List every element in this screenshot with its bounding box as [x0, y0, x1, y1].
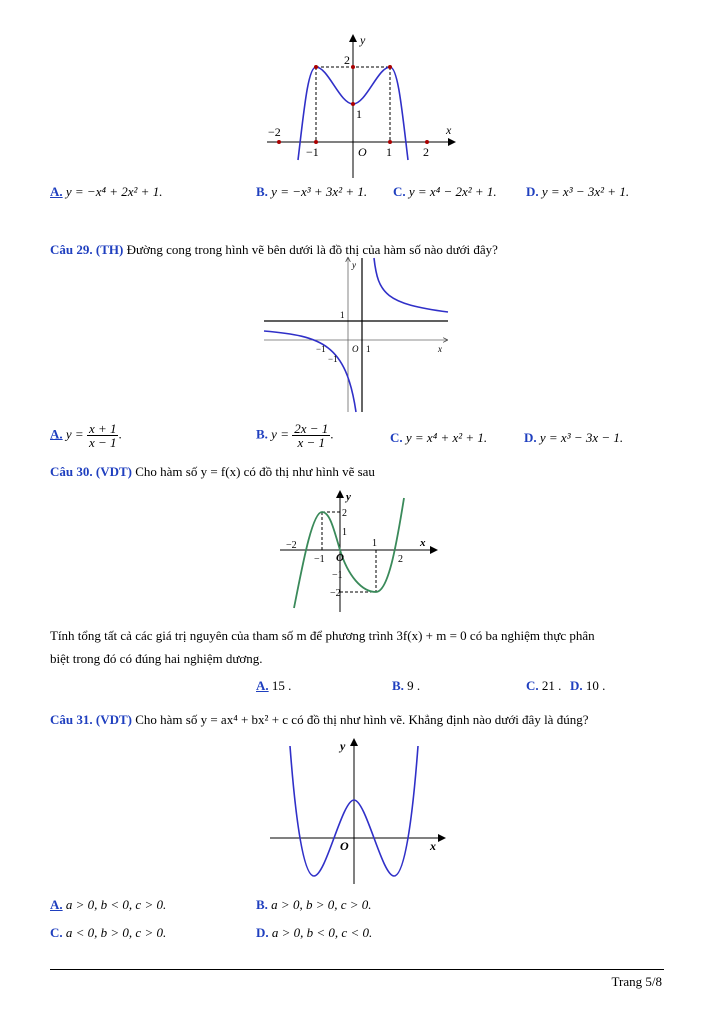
q30-option-a[interactable]: A. 15 .	[256, 678, 292, 693]
q30-tick-xm2: −2	[286, 540, 297, 551]
q30-question	[50, 464, 375, 480]
q28-origin: O	[358, 145, 367, 159]
q30-curve	[294, 498, 404, 608]
q31-option-d[interactable]: D. a > 0, b < 0, c < 0.	[256, 925, 373, 940]
q29-option-b[interactable]: B. y = $\frac{2x - 1}{x - 1}$ .	[256, 421, 334, 450]
q30-tick-x2: 2	[398, 554, 403, 565]
q31-option-a[interactable]: A. a > 0, b < 0, c > 0.	[50, 897, 167, 912]
q30-y-label: y	[346, 491, 351, 503]
q31-y-label: y	[340, 739, 346, 753]
q30-body-line1: Tính tổng tất cả các giá trị nguyên của tham số m để phương trình 3f(x) + m = 0 có ba nghiệm thực phân	[50, 628, 595, 643]
q28-option-b[interactable]: B. y = −x³ + 3x² + 1.	[256, 184, 368, 199]
q28-option-d[interactable]: D. y = x³ − 3x² + 1.	[526, 184, 630, 199]
q31-text: Cho hàm số y = ax⁴ + bx² + c có đồ thị như hình vẽ. Khẳng định nào dưới đây là đúng?	[135, 712, 589, 727]
q29-tick-xm1: −1	[316, 344, 326, 354]
q30-tick-xm1: −1	[314, 554, 325, 565]
q29-tick-x1: 1	[366, 344, 371, 354]
q28-tick-y2: 2	[344, 53, 350, 67]
q30-option-c[interactable]: C. 21 .	[526, 678, 562, 693]
q30-option-b[interactable]: B. 9 .	[392, 678, 421, 693]
q29-a-fraction: $\frac{x + 1}{x - 1}$	[88, 421, 117, 450]
q29-option-c[interactable]: C. y = x⁴ + x² + 1.	[390, 430, 488, 445]
q30-graph	[278, 488, 440, 614]
q29-curve-right	[374, 258, 448, 312]
q29-title: Câu 29. (TH)	[50, 242, 124, 257]
q28-tick-xm1: −1	[306, 145, 319, 159]
q28-y-label: y	[360, 33, 366, 47]
q29-graph	[262, 254, 452, 414]
q31-title: Câu 31. (VDT)	[50, 712, 132, 727]
q31-question	[50, 712, 588, 728]
q30-body-line2: biệt trong đó có đúng hai nghiệm dương.	[50, 651, 263, 666]
q28-tick-y1: 1	[356, 107, 362, 121]
q30-tick-x1: 1	[372, 538, 377, 549]
q31-option-c[interactable]: C. a < 0, b > 0, c > 0.	[50, 925, 167, 940]
q29-x-label: x	[438, 344, 442, 354]
q29-b-fraction: $\frac{2x - 1}{x - 1}$	[294, 421, 329, 450]
q29-option-a[interactable]: A. y = $\frac{x + 1}{x - 1}$ .	[50, 421, 122, 450]
q31-graph	[268, 736, 448, 886]
q28-x-label: x	[446, 123, 452, 137]
q28-option-c[interactable]: C. y = x⁴ − 2x² + 1.	[393, 184, 497, 199]
q29-y-label: y	[352, 260, 356, 270]
q29-tick-y1: 1	[340, 310, 345, 320]
footer-divider	[50, 969, 664, 970]
q30-tick-y1: 1	[342, 527, 347, 538]
q28-option-a[interactable]: A. y = −x⁴ + 2x² + 1.	[50, 184, 163, 199]
q28-tick-x1: 1	[386, 145, 392, 159]
q29-text: Đường cong trong hình vẽ bên dưới là đồ thị của hàm số nào dưới đây?	[126, 242, 498, 257]
q30-title: Câu 30. (VDT)	[50, 464, 132, 479]
q28-graph	[262, 30, 462, 180]
q30-tick-ym2: −2	[330, 588, 341, 599]
q29-tick-ym1: −1	[328, 354, 338, 364]
q29-curve-left	[264, 331, 356, 412]
q30-x-label: x	[420, 537, 426, 549]
q29-option-d[interactable]: D. y = x³ − 3x − 1.	[524, 430, 624, 445]
q30-tick-y2: 2	[342, 508, 347, 519]
q31-origin: O	[340, 839, 349, 853]
page-number: Trang 5/8	[611, 974, 662, 989]
q31-x-label: x	[430, 839, 436, 853]
q30-option-d[interactable]: D. 10 .	[570, 678, 606, 693]
q30-text: Cho hàm số y = f(x) có đồ thị như hình vẽ sau	[135, 464, 375, 479]
q28-tick-x2: 2	[423, 145, 429, 159]
q30-tick-ym1: −1	[332, 570, 343, 581]
q31-option-b[interactable]: B. a > 0, b > 0, c > 0.	[256, 897, 372, 912]
q29-origin: O	[352, 344, 359, 354]
q30-origin: O	[336, 552, 344, 564]
q28-tick-xm2: −2	[268, 125, 281, 139]
